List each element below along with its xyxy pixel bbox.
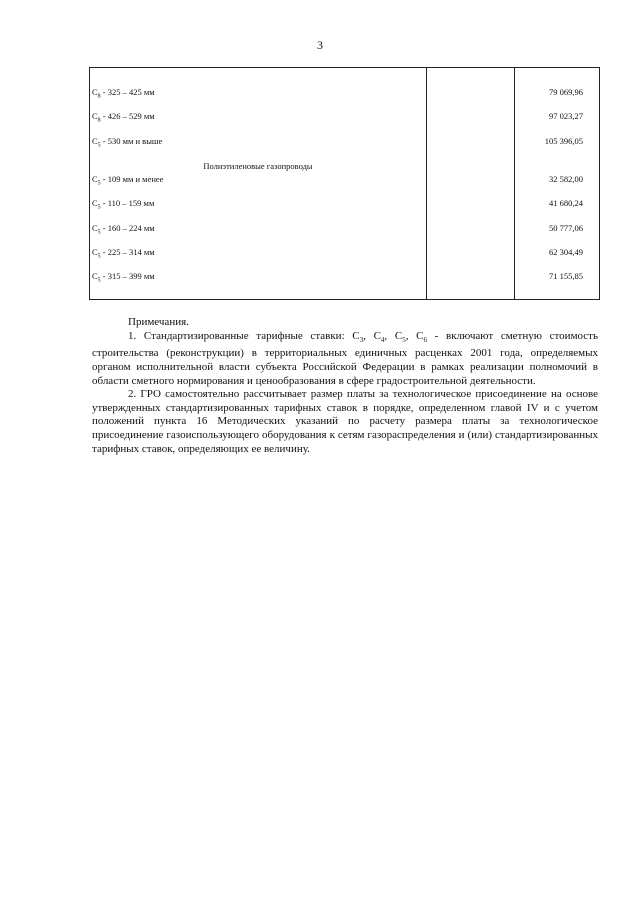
notes-section <box>92 316 598 456</box>
table-row-value: 32 582,00 <box>549 174 583 184</box>
table-row-value: 71 155,85 <box>549 271 583 281</box>
column-divider <box>426 68 427 299</box>
tariff-table <box>89 67 600 300</box>
table-row-name: $C_5 - 315 - 399$ мм <box>92 271 155 284</box>
column-divider <box>514 68 515 299</box>
section-title: Полиэтиленовые газопроводы <box>203 161 313 171</box>
note-paragraph-1: 1. Стандартизированные тарифные ставки: $С_3$, $С_4$, $С_5$, $С_6$ - включают сметную стоимость строительства (реконструкции) в территориальных единичных расценках 2001 года, определяемых органом исполнительной власти субъекта Российской Федерации в рамках реализации полномочий в области сметного нормирования и ценообразования в сфере градостроительной деятельности. <box>92 329 599 387</box>
table-row-value: 97 023,27 <box>549 111 583 121</box>
note-paragraph-2: 2. ГРО самостоятельно рассчитывает размер платы за технологическое присоединение на основе утвержденных стандартизированных тарифных ставок в порядке, определенном главой IV и с учетом положений пункта 16 Методических указаний по расчету размера платы за технологическое присоединение газоиспользующего оборудования к сетям газораспределения и (или) стандартизированных тарифных ставок, определяющих ее величину. <box>92 388 598 455</box>
table-row-name: $C_8 - 325 - 425$ мм <box>92 87 155 100</box>
table-row-name: $C_5 - 530$ мм и выше <box>92 136 163 149</box>
table-row-name: $C_8 - 426 - 529$ мм <box>92 111 155 124</box>
table-row-value: 50 777,06 <box>549 223 583 233</box>
table-row-value: 41 680,24 <box>549 198 583 208</box>
notes-heading: Примечания. <box>128 316 189 328</box>
table-row-value: 79 069,96 <box>549 87 583 97</box>
table-row-value: 62 304,49 <box>549 247 583 257</box>
table-row-name: $C_5 - 225 - 314$ мм <box>92 247 155 260</box>
table-row-name: $C_5 - 160 - 224$ мм <box>92 223 155 236</box>
table-row-name: $C_5 - 110 - 159$ мм <box>92 198 155 211</box>
table-row-value: 105 396,05 <box>544 136 583 146</box>
page-number: 3 <box>317 38 323 52</box>
table-row-name: $C_5 - 109$ мм и менее <box>92 174 164 187</box>
